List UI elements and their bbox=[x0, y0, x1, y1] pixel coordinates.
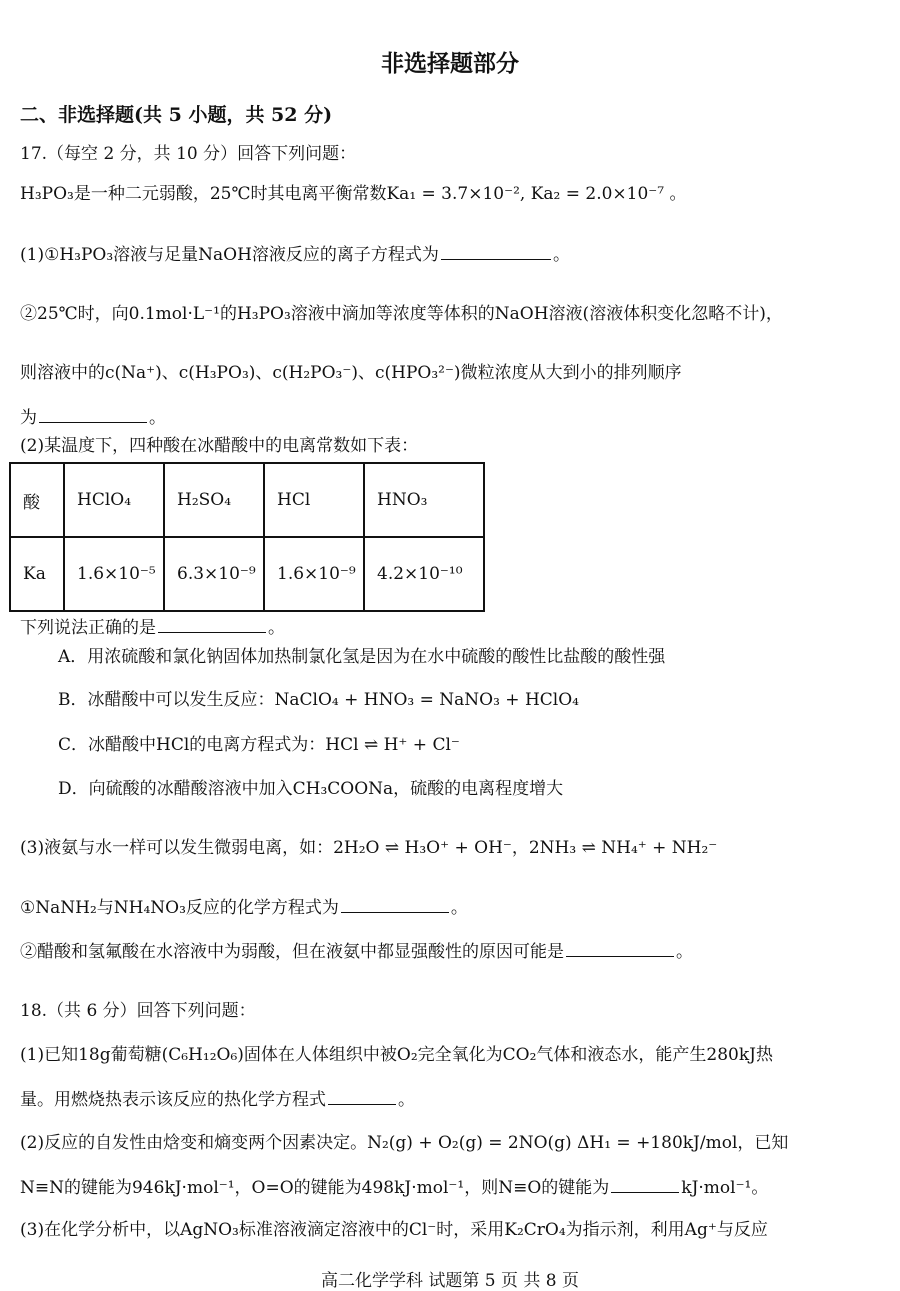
page-footer: 高二化学学科 试题第 5 页 共 8 页 bbox=[320, 1271, 580, 1291]
q18-part2b-end: kJ·mol⁻¹。 bbox=[681, 1178, 769, 1198]
table-cell: HClO₄ bbox=[64, 463, 164, 537]
section-heading: 二、非选择题(共 5 小题，共 52 分) bbox=[20, 104, 333, 126]
q17-part3-1-text: ①NaNH₂与NH₄NO₃反应的化学方程式为 bbox=[20, 898, 339, 918]
table-cell: 1.6×10⁻⁵ bbox=[64, 537, 164, 611]
q17-part1-2b: 则溶液中的c(Na⁺)、c(H₃PO₃)、c(H₂PO₃⁻)、c(HPO₃²⁻)微粒浓度从大到小的排列顺序 bbox=[20, 363, 682, 383]
q17-part2-question bbox=[20, 618, 285, 638]
q18-part3: (3)在化学分析中，以AgNO₃标准溶液滴定溶液中的Cl⁻时，采用K₂CrO₄为指示剂，利用Ag⁺与反应 bbox=[20, 1220, 768, 1240]
page-title: 非选择题部分 bbox=[381, 50, 519, 77]
ka-table bbox=[9, 462, 485, 612]
table-cell: 酸 bbox=[10, 463, 64, 537]
q17-header: 17.（每空 2 分，共 10 分）回答下列问题： bbox=[20, 144, 357, 164]
q17-part3-2-text: ②醋酸和氢氟酸在水溶液中为弱酸，但在液氨中都显强酸性的原因可能是 bbox=[20, 942, 564, 962]
table-row bbox=[10, 537, 484, 611]
q17-part1-1-end: 。 bbox=[552, 245, 570, 265]
q17-part3-2 bbox=[20, 942, 693, 962]
answer-blank bbox=[341, 898, 449, 913]
q17-intro: H₃PO₃是一种二元弱酸，25℃时其电离平衡常数Ka₁ = 3.7×10⁻², Ka₂ = 2.0×10⁻⁷ 。 bbox=[20, 184, 687, 204]
table-cell: Ka bbox=[10, 537, 64, 611]
q18-part1b bbox=[20, 1090, 415, 1110]
q18-header: 18.（共 6 分）回答下列问题： bbox=[20, 1001, 256, 1021]
q18-part2a: (2)反应的自发性由焓变和熵变两个因素决定。N₂(g) + O₂(g) = 2NO(g) ΔH₁ = +180kJ/mol，已知 bbox=[20, 1133, 789, 1153]
q17-part1-2c-text: 为 bbox=[20, 408, 37, 428]
q17-part3-1 bbox=[20, 898, 468, 918]
answer-blank bbox=[39, 408, 147, 423]
option-a: A．用浓硫酸和氯化钠固体加热制氯化氢是因为在水中硫酸的酸性比盐酸的酸性强 bbox=[58, 647, 666, 667]
q17-part2: (2)某温度下，四种酸在冰醋酸中的电离常数如下表： bbox=[20, 436, 419, 456]
answer-blank bbox=[328, 1090, 396, 1105]
q17-part3: (3)液氨与水一样可以发生微弱电离，如：2H₂O ⇌ H₃O⁺ + OH⁻，2NH₃ ⇌ NH₄⁺ + NH₂⁻ bbox=[20, 838, 718, 858]
q17-part2-question-text: 下列说法正确的是 bbox=[20, 618, 156, 638]
q18-part2b bbox=[20, 1178, 768, 1198]
table-cell: H₂SO₄ bbox=[164, 463, 264, 537]
q17-part1-2c-end: 。 bbox=[149, 408, 166, 428]
q18-part1b-end: 。 bbox=[398, 1090, 415, 1110]
q18-part1a: (1)已知18g葡萄糖(C₆H₁₂O₆)固体在人体组织中被O₂完全氧化为CO₂气体和液态水，能产生280kJ热 bbox=[20, 1045, 773, 1065]
q17-part1-1-text: (1)①H₃PO₃溶液与足量NaOH溶液反应的离子方程式为 bbox=[20, 245, 439, 265]
q17-part1-2c bbox=[20, 408, 166, 428]
answer-blank bbox=[566, 942, 674, 957]
option-b: B．冰醋酸中可以发生反应：NaClO₄ + HNO₃ = NaNO₃ + HClO₄ bbox=[58, 690, 579, 710]
table-cell: 4.2×10⁻¹⁰ bbox=[364, 537, 484, 611]
option-d: D．向硫酸的冰醋酸溶液中加入CH₃COONa，硫酸的电离程度增大 bbox=[58, 779, 564, 799]
table-cell: 1.6×10⁻⁹ bbox=[264, 537, 364, 611]
answer-blank bbox=[611, 1178, 679, 1193]
q17-part1-1 bbox=[20, 245, 570, 265]
q17-part1-2a: ②25℃时，向0.1mol·L⁻¹的H₃PO₃溶液中滴加等浓度等体积的NaOH溶液(溶液体积变化忽略不计)， bbox=[20, 304, 783, 324]
q18-part2b-text: N≡N的键能为946kJ·mol⁻¹，O=O的键能为498kJ·mol⁻¹，则N≡O的键能为 bbox=[20, 1178, 610, 1198]
table-cell: HCl bbox=[264, 463, 364, 537]
table-cell: HNO₃ bbox=[364, 463, 484, 537]
q17-part3-1-end: 。 bbox=[450, 898, 468, 918]
q17-part3-2-end: 。 bbox=[676, 942, 693, 962]
table-row bbox=[10, 463, 484, 537]
table-cell: 6.3×10⁻⁹ bbox=[164, 537, 264, 611]
answer-blank bbox=[158, 618, 266, 633]
answer-blank bbox=[441, 245, 551, 260]
option-c: C．冰醋酸中HCl的电离方程式为：HCl ⇌ H⁺ + Cl⁻ bbox=[58, 735, 460, 755]
q18-part1b-text: 量。用燃烧热表示该反应的热化学方程式 bbox=[20, 1090, 326, 1110]
q17-part2-question-end: 。 bbox=[268, 618, 285, 638]
